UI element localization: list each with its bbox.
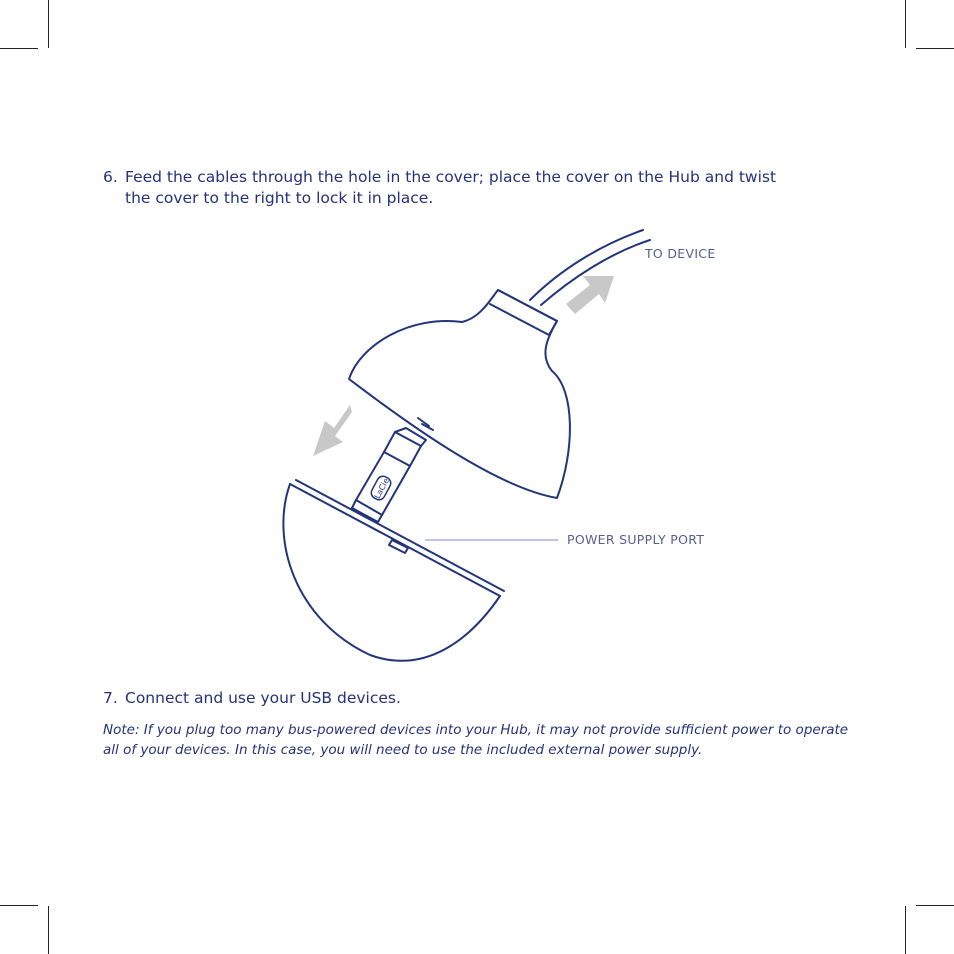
cover-collar [490, 290, 557, 335]
power-supply-port-label: POWER SUPPLY PORT [567, 532, 705, 547]
step-6-number: 6. [103, 168, 118, 186]
step-7-number: 7. [103, 689, 118, 707]
connector-logo [369, 474, 393, 502]
svg-text:LaCie: LaCie [372, 476, 392, 501]
step-7-text: Connect and use your USB devices. [125, 689, 401, 707]
step-7-instruction [103, 688, 401, 709]
arrow-to-device-icon [566, 276, 614, 314]
arrow-down-left-icon [313, 405, 352, 456]
upper-cover-dome [349, 290, 570, 498]
to-device-label: TO DEVICE [645, 246, 716, 261]
power-note: Note: If you plug too many bus-powered devices into your Hub, it may not provide sufficient power to operate all of your devices. In this case, you will need to use the included external power supply. [103, 722, 849, 758]
hub-base-top-edge-2 [296, 480, 504, 591]
step-6-line-1: Feed the cables through the hole in the cover; place the cover on the Hub and twist [125, 168, 777, 186]
step-6-line-2: the cover to the right to lock it in place. [125, 189, 434, 207]
